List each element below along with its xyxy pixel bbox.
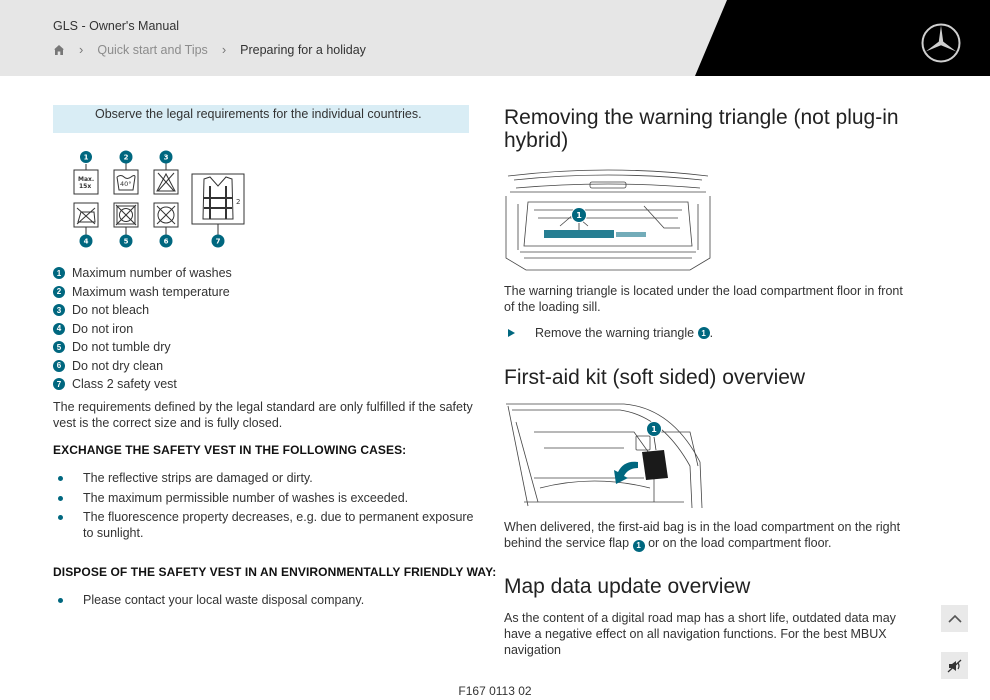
breadcrumb-item-current: Preparing for a holiday: [240, 42, 366, 57]
callout-2: [120, 151, 133, 164]
callout-badge: 2: [53, 286, 65, 298]
legend-label: Class 2 safety vest: [72, 377, 177, 392]
exchange-list: [56, 470, 474, 545]
callout-badge: 4: [53, 323, 65, 335]
callout-4: [80, 235, 93, 248]
callout-6: [160, 235, 173, 248]
callout-5: [120, 235, 133, 248]
breadcrumb-item-quick-start[interactable]: Quick start and Tips: [97, 42, 208, 57]
svg-text:1: 1: [83, 153, 89, 162]
callout-1: [647, 422, 662, 437]
exchange-heading: EXCHANGE THE SAFETY VEST IN THE FOLLOWING CASES:: [53, 443, 407, 457]
warning-triangle-location-text: The warning triangle is located under the load compartment floor in front of the loading sill.: [504, 284, 903, 314]
legend-item: [53, 301, 232, 320]
max-washes-count-label: 15x: [79, 183, 92, 190]
svg-text:6: 6: [163, 237, 169, 246]
care-label-figure: [70, 146, 255, 254]
legend-label: Do not iron: [72, 321, 134, 336]
home-icon[interactable]: [53, 44, 65, 56]
legend-label: Do not tumble dry: [72, 340, 171, 355]
svg-text:2: 2: [123, 153, 129, 162]
map-data-title: Map data update overview: [504, 575, 751, 598]
care-legend-list: [53, 264, 232, 394]
callout-1: [80, 151, 93, 164]
callout-7: [212, 235, 225, 248]
warning-triangle-figure: [504, 166, 712, 272]
vest-class-label: 2: [236, 198, 241, 206]
warning-triangle-title: Removing the warning triangle (not plug-in hybrid): [504, 106, 899, 152]
svg-text:5: 5: [123, 237, 129, 246]
step-arrow-icon: [508, 329, 515, 337]
legend-label: Do not dry clean: [72, 358, 164, 373]
legal-note-text: Observe the legal requirements for the individual countries.: [95, 107, 422, 121]
instruction-step: [508, 326, 713, 340]
legend-item: [53, 357, 232, 376]
svg-text:3: 3: [163, 153, 169, 162]
app-title: GLS - Owner's Manual: [53, 19, 180, 33]
three-pointed-star-logo[interactable]: [920, 22, 962, 64]
callout-badge: 1: [633, 540, 645, 552]
legend-label: Maximum wash temperature: [72, 284, 230, 299]
figure-code: F167 0113 02: [458, 684, 532, 698]
callout-3: [160, 151, 173, 164]
svg-text:4: 4: [83, 237, 89, 246]
callout-badge: 7: [53, 378, 65, 390]
requirements-paragraph: The requirements defined by the legal standard are only fulfilled if the safety vest is the correct size and is fully closed.: [53, 400, 473, 430]
first-aid-kit-location-text: [504, 519, 904, 552]
max-washes-label: Max.: [78, 176, 95, 183]
legend-item: [53, 264, 232, 283]
legend-label: Maximum number of washes: [72, 266, 232, 281]
step-text: Remove the warning triangle: [535, 326, 695, 340]
audio-toggle-button[interactable]: [941, 652, 968, 679]
chevron-up-icon: [948, 614, 962, 624]
dispose-heading: DISPOSE OF THE SAFETY VEST IN AN ENVIRONMENTALLY FRIENDLY WAY:: [53, 565, 497, 579]
legend-item: [53, 283, 232, 302]
list-item: The reflective strips are damaged or dirty.: [56, 470, 474, 486]
svg-text:1: 1: [576, 211, 582, 220]
list-item: The maximum permissible number of washes is exceeded.: [56, 490, 474, 506]
callout-badge: 1: [53, 267, 65, 279]
callout-badge: 3: [53, 304, 65, 316]
first-aid-text-start: When delivered, the first-aid bag is in the load compartment on the right behind the service flap: [504, 520, 901, 550]
svg-text:1: 1: [651, 425, 657, 434]
callout-1: [572, 208, 587, 223]
map-data-text: As the content of a digital road map has a short life, outdated data may have a negative effect on all navigation functions. For the best MBUX navigation: [504, 611, 896, 657]
legend-item: [53, 320, 232, 339]
legend-item: [53, 375, 232, 394]
dispose-list: [56, 592, 474, 612]
callout-badge: 1: [698, 327, 710, 339]
chevron-right-icon: ›: [221, 42, 227, 57]
first-aid-kit-title: First-aid kit (soft sided) overview: [504, 366, 806, 389]
legend-label: Do not bleach: [72, 303, 150, 318]
callout-badge: 5: [53, 341, 65, 353]
list-item: The fluorescence property decreases, e.g. due to permanent exposure to sunlight.: [56, 509, 474, 541]
breadcrumb: [53, 42, 366, 57]
list-item: Please contact your local waste disposal company.: [56, 592, 474, 608]
chevron-right-icon: ›: [79, 42, 84, 57]
speaker-mute-icon: [947, 659, 963, 673]
first-aid-text-end: or on the load compartment floor.: [648, 536, 832, 550]
wash-temp-label: 40°: [120, 180, 132, 188]
scroll-to-top-button[interactable]: [941, 605, 968, 632]
svg-text:7: 7: [215, 237, 221, 246]
legend-item: [53, 338, 232, 357]
legal-note-box: [53, 105, 469, 133]
first-aid-kit-figure: [504, 402, 706, 510]
step-period: .: [709, 326, 714, 340]
callout-badge: 6: [53, 360, 65, 372]
